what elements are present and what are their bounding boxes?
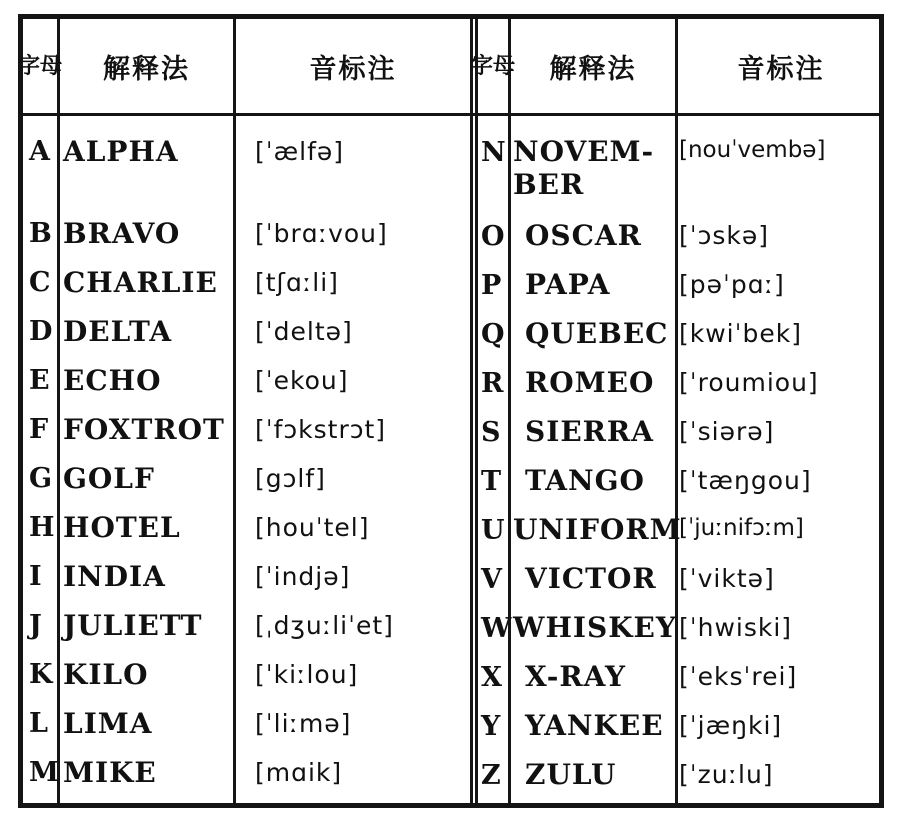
row-word: TANGO	[525, 464, 645, 497]
row-word: ALPHA	[63, 135, 179, 168]
header-word-right: 解释法	[549, 54, 637, 85]
row-word: ROMEO	[525, 366, 655, 399]
row-ipa: [tʃɑːli]	[255, 268, 339, 297]
row-word: OSCAR	[525, 219, 642, 252]
row-word: X-RAY	[525, 660, 626, 693]
row-word: ZULU	[525, 758, 617, 791]
header-word-left: 解释法	[103, 54, 190, 85]
row-word: BRAVO	[63, 217, 181, 250]
row-ipa: [ˈɔskə]	[679, 221, 769, 250]
header-letter-bottom: 母	[493, 54, 516, 79]
row-ipa: [ˈroumiou]	[679, 368, 819, 397]
row-ipa: [ˈviktə]	[679, 564, 775, 593]
column-divider	[233, 19, 236, 803]
center-double-divider	[475, 19, 478, 803]
row-letter: S	[481, 417, 501, 448]
row-word: YANKEE	[525, 709, 664, 742]
column-divider	[508, 19, 511, 803]
row-letter: Y	[481, 711, 501, 742]
row-ipa: [kwiˈbek]	[679, 319, 802, 348]
row-letter: D	[29, 316, 53, 347]
row-letter: H	[29, 512, 55, 543]
row-letter: V	[481, 564, 502, 595]
row-ipa: [ˈliːmə]	[255, 709, 352, 738]
row-ipa: [ˈjuːnifɔːm]	[679, 515, 804, 541]
row-ipa: [pəˈpɑː]	[679, 270, 785, 299]
row-letter: K	[29, 659, 53, 690]
row-letter: G	[29, 463, 53, 494]
row-letter: O	[481, 221, 505, 252]
header-letter-left	[17, 19, 63, 114]
row-word: CHARLIE	[63, 266, 218, 299]
row-ipa: [ˈekou]	[255, 366, 349, 395]
row-ipa: [ˈælfə]	[255, 137, 345, 166]
row-ipa: [ˈdeltə]	[255, 317, 353, 346]
column-divider	[57, 19, 60, 803]
row-ipa: [ˈbrɑːvou]	[255, 219, 388, 248]
row-letter: F	[29, 414, 49, 445]
row-word: WHISKEY	[513, 611, 677, 644]
row-ipa: [houˈtel]	[255, 513, 370, 542]
header-letter-top: 字	[17, 54, 40, 79]
row-word: PAPA	[525, 268, 611, 301]
row-letter: T	[481, 466, 502, 497]
header-letter-bottom: 母	[40, 54, 63, 79]
row-letter: R	[481, 368, 504, 399]
header-letter-right	[470, 19, 516, 114]
header-ipa-right: 音标注	[737, 54, 825, 85]
row-letter: Z	[481, 760, 501, 791]
row-ipa: [ˈindjə]	[255, 562, 351, 591]
row-ipa: [nouˈvembə]	[679, 137, 826, 163]
row-word: JULIETT	[63, 609, 203, 642]
row-ipa: [ˈeksˈrei]	[679, 662, 798, 691]
row-letter: L	[29, 708, 48, 739]
header-ipa-left: 音标注	[309, 54, 397, 85]
row-ipa: [ˈkiːlou]	[255, 660, 359, 689]
row-ipa: [ˈhwiski]	[679, 613, 793, 642]
row-word: GOLF	[63, 462, 155, 495]
center-double-divider	[470, 19, 473, 803]
row-word: LIMA	[63, 707, 153, 740]
phonetic-alphabet-table	[18, 14, 884, 808]
row-letter: A	[29, 136, 50, 167]
row-letter: I	[29, 561, 42, 592]
row-word: NOVEM-BER	[513, 135, 655, 201]
row-ipa: [ˌdʒuːliˈet]	[255, 611, 394, 640]
row-word: QUEBEC	[525, 317, 669, 350]
row-word: UNIFORM	[513, 513, 682, 546]
row-word: DELTA	[63, 315, 173, 348]
row-word: FOXTROT	[63, 413, 225, 446]
row-letter: E	[29, 365, 50, 396]
row-word: ECHO	[63, 364, 162, 397]
row-word: SIERRA	[525, 415, 654, 448]
row-word: KILO	[63, 658, 149, 691]
row-letter: W	[481, 613, 512, 644]
row-ipa: [mɑik]	[255, 758, 343, 787]
row-letter: Q	[481, 319, 505, 350]
row-ipa: [ˈsiərə]	[679, 417, 775, 446]
row-letter: B	[29, 218, 52, 249]
row-ipa: [ˈfɔkstrɔt]	[255, 415, 387, 444]
header-letter-top: 字	[470, 54, 493, 79]
row-letter: X	[481, 662, 502, 693]
row-letter: J	[29, 610, 42, 641]
row-word: HOTEL	[63, 511, 181, 544]
row-letter: U	[481, 515, 505, 546]
row-word: INDIA	[63, 560, 166, 593]
row-letter: C	[29, 267, 51, 298]
row-letter: M	[29, 757, 59, 788]
row-word: VICTOR	[525, 562, 657, 595]
row-letter: P	[481, 270, 502, 301]
row-ipa: [gɔlf]	[255, 464, 326, 493]
row-ipa: [ˈzuːlu]	[679, 760, 774, 789]
column-divider	[675, 19, 678, 803]
row-word: MIKE	[63, 756, 157, 789]
row-ipa: [ˈtæŋgou]	[679, 466, 812, 495]
row-letter: N	[481, 137, 506, 168]
row-ipa: [ˈjæŋki]	[679, 711, 783, 740]
